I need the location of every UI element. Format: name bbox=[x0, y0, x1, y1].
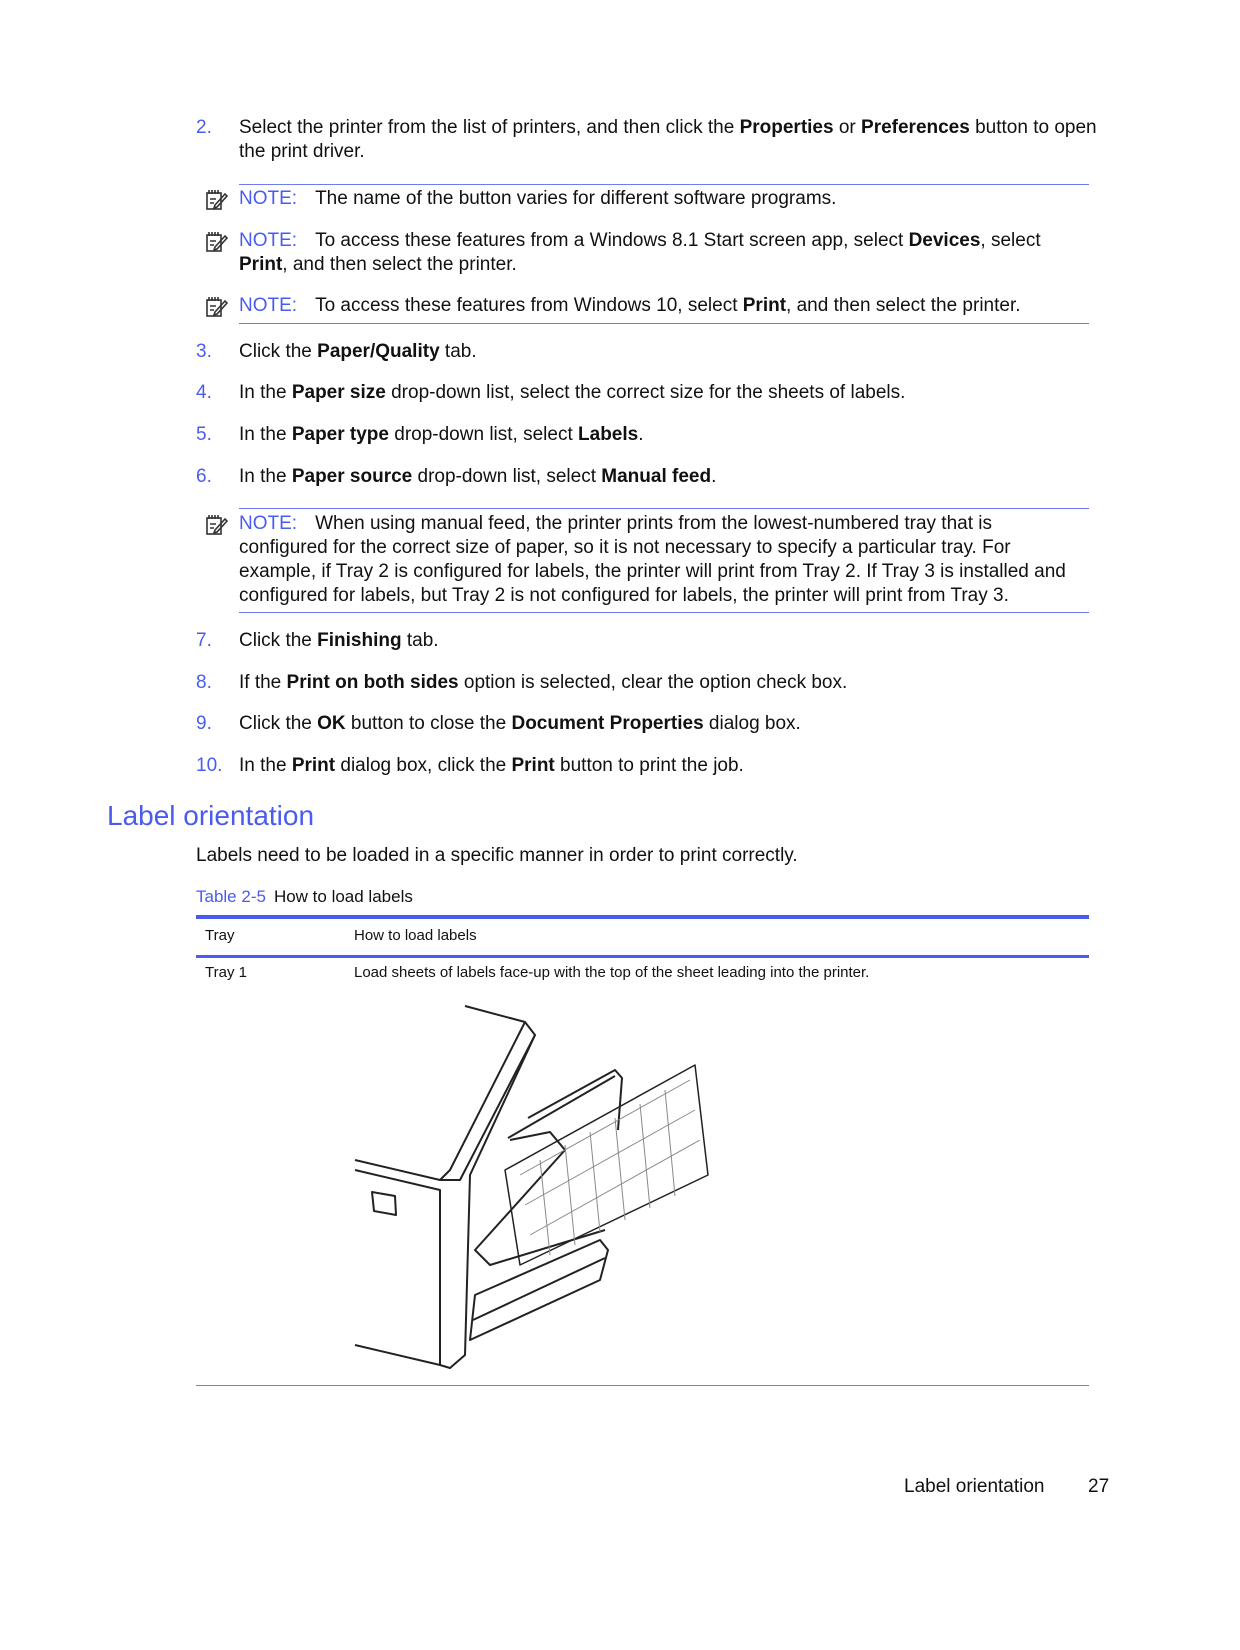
text-run: dialog box. bbox=[703, 713, 801, 734]
ui-term: Devices bbox=[908, 230, 981, 251]
ui-term: Manual feed bbox=[601, 466, 712, 487]
step-text bbox=[239, 381, 1099, 405]
step-text bbox=[239, 116, 1099, 164]
text-run: , and then select the printer. bbox=[282, 254, 517, 275]
page-number: 27 bbox=[1088, 1476, 1110, 1497]
text-run: drop-down list, select the correct size for the sheets of labels. bbox=[385, 382, 906, 403]
table-number: Table 2-5 bbox=[196, 887, 266, 906]
text-run: drop-down list, select bbox=[388, 424, 579, 445]
ui-term: Paper source bbox=[291, 466, 413, 487]
ui-term: Print bbox=[742, 295, 787, 316]
text-run: The name of the button varies for different software programs. bbox=[315, 188, 837, 209]
ui-term: Paper type bbox=[291, 424, 389, 445]
step-number: 7. bbox=[196, 630, 212, 651]
step-number: 3. bbox=[196, 341, 212, 362]
ui-term: Paper size bbox=[291, 382, 386, 403]
ui-term: OK bbox=[317, 713, 346, 734]
text-run: button to close the bbox=[345, 713, 512, 734]
text-run: Click the bbox=[239, 630, 318, 651]
note-label: NOTE: bbox=[239, 230, 298, 251]
note-icon bbox=[205, 231, 229, 253]
ui-term: Properties bbox=[739, 117, 834, 138]
step-number: 8. bbox=[196, 672, 212, 693]
ui-term: Preferences bbox=[861, 117, 970, 138]
ui-term: Labels bbox=[578, 424, 639, 445]
step-text bbox=[239, 712, 1099, 736]
text-run: Click the bbox=[239, 341, 318, 362]
column-header-how: How to load labels bbox=[354, 927, 477, 944]
table-caption bbox=[196, 887, 413, 907]
ui-term: Print on both sides bbox=[286, 672, 459, 693]
step-text bbox=[239, 465, 1099, 489]
note-text bbox=[239, 187, 1094, 211]
note-text bbox=[239, 229, 1094, 277]
note-icon bbox=[205, 296, 229, 318]
step-number: 10. bbox=[196, 755, 223, 776]
note-text bbox=[239, 294, 1094, 318]
printer-tray1-labels-illustration bbox=[350, 1000, 720, 1375]
ui-term: Finishing bbox=[317, 630, 402, 651]
column-header-tray: Tray bbox=[205, 927, 235, 944]
table-title: How to load labels bbox=[273, 887, 413, 906]
step-number: 6. bbox=[196, 466, 212, 487]
text-run: When using manual feed, the printer prints from the lowest-numbered tray that is configured for the correct size of paper, so it is not necessary to specify a particular tray. For example, if Tray 2 is configured for labels, the printer will print from Tray 2. If Tray 3 is installed and configured for labels, but Tray 2 is not configured for labels, the printer will print from Tray 3. bbox=[239, 513, 1066, 606]
text-run: tab. bbox=[401, 630, 439, 651]
note-label: NOTE: bbox=[239, 295, 298, 316]
text-run: In the bbox=[239, 382, 292, 403]
section-intro: Labels need to be loaded in a specific manner in order to print correctly. bbox=[196, 845, 798, 866]
note-icon bbox=[205, 189, 229, 211]
text-run: drop-down list, select bbox=[412, 466, 602, 487]
text-run: button to print the job. bbox=[554, 755, 744, 776]
note-icon bbox=[205, 514, 229, 536]
text-run: button to open the print driver. bbox=[239, 117, 1097, 162]
text-run: To access these features from Windows 10, select bbox=[315, 295, 743, 316]
text-run: option is selected, clear the option check box. bbox=[458, 672, 848, 693]
text-run: . bbox=[711, 466, 717, 487]
text-run: In the bbox=[239, 755, 292, 776]
table-cell-tray: Tray 1 bbox=[205, 964, 247, 981]
step-text bbox=[239, 423, 1099, 447]
step-number: 5. bbox=[196, 424, 212, 445]
note-divider bbox=[239, 323, 1089, 324]
text-run: or bbox=[833, 117, 862, 138]
table-cell-instructions: Load sheets of labels face-up with the top of the sheet leading into the printer. bbox=[354, 964, 870, 981]
text-run: To access these features from a Windows 8.1 Start screen app, select bbox=[315, 230, 909, 251]
text-run: , select bbox=[980, 230, 1041, 251]
step-number: 4. bbox=[196, 382, 212, 403]
ui-term: Print bbox=[511, 755, 555, 776]
step-text bbox=[239, 340, 1099, 364]
note-divider bbox=[239, 612, 1089, 613]
ui-term: Print bbox=[239, 254, 283, 275]
step-text bbox=[239, 629, 1099, 653]
step-text bbox=[239, 671, 1099, 695]
ui-term: Document Properties bbox=[511, 713, 704, 734]
text-run: dialog box, click the bbox=[335, 755, 512, 776]
text-run: Select the printer from the list of printers, and then click the bbox=[239, 117, 740, 138]
table-header-border bbox=[196, 955, 1089, 958]
text-run: In the bbox=[239, 424, 292, 445]
table-bottom-border bbox=[196, 1385, 1089, 1386]
footer-section: Label orientation bbox=[904, 1476, 1045, 1497]
section-heading: Label orientation bbox=[107, 800, 315, 831]
step-text bbox=[239, 754, 1099, 778]
table-top-border bbox=[196, 915, 1089, 919]
text-run: Click the bbox=[239, 713, 318, 734]
note-divider bbox=[239, 184, 1089, 185]
note-divider bbox=[239, 508, 1089, 509]
note-label: NOTE: bbox=[239, 513, 298, 534]
text-run: tab. bbox=[439, 341, 477, 362]
step-number: 9. bbox=[196, 713, 212, 734]
ui-term: Print bbox=[291, 755, 336, 776]
note-text bbox=[239, 512, 1074, 608]
text-run: , and then select the printer. bbox=[786, 295, 1021, 316]
step-number: 2. bbox=[196, 117, 212, 138]
text-run: In the bbox=[239, 466, 292, 487]
text-run: . bbox=[638, 424, 644, 445]
ui-term: Paper/Quality bbox=[317, 341, 440, 362]
note-label: NOTE: bbox=[239, 188, 298, 209]
text-run: If the bbox=[239, 672, 287, 693]
